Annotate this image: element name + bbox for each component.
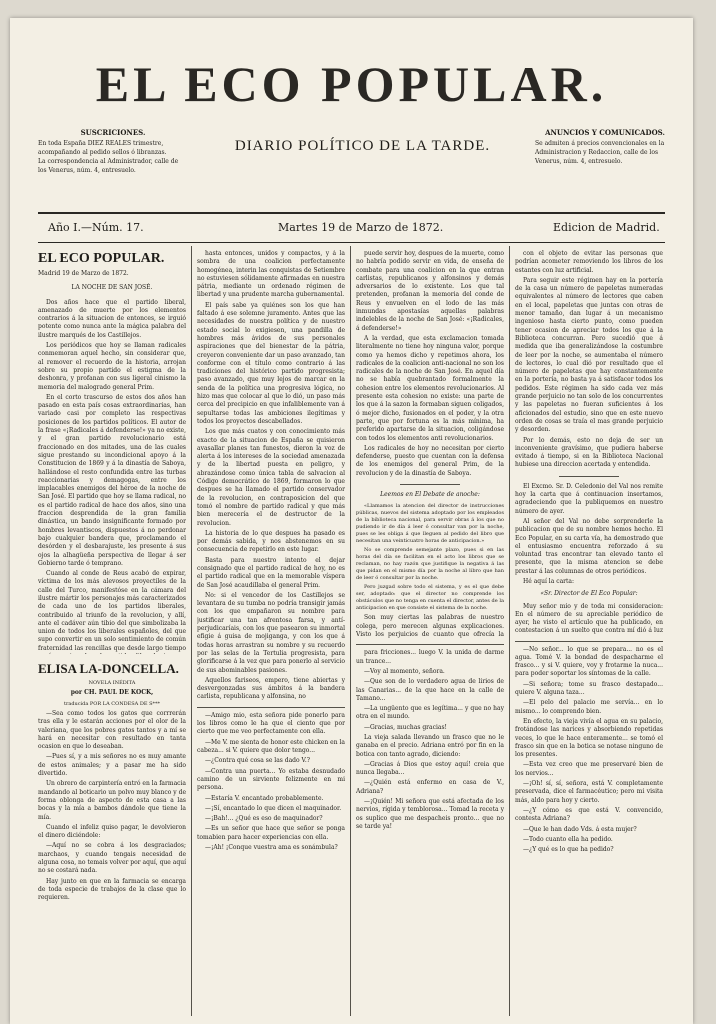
feuilleton-paragraph: —Me V. me sienta de honor este chicken en la cabeza... si V. quiere que dolor tengo... <box>197 738 345 755</box>
editorial-paper-name: EL ECO POPULAR. <box>38 251 165 266</box>
paragraph: puede servir hoy, despues de la muerte, como no habría podido servir en vida, de enseña de combate para una coalicion en la que entran carlistas, republicanos y alfonsinos y demás adversarios de lo existente. Los que tal pretenden, profanan la memoria del conde de Reus y envuelven en el lodo de las más inmundas apostasías aquellas palabras indelebles de la noche de San José: «¡Radicales, á defenderse!» <box>356 250 504 332</box>
feuilleton-paragraph: —¿Y qué es lo que ha pedido? <box>523 846 614 854</box>
feuilleton-paragraph: —Gracias, muchas gracias! <box>364 723 447 731</box>
paragraph: El Excmo. Sr. D. Celedonio del Val nos remite hoy la carta que á continuacion insertamos, agradeciendo que la publiquemos en nuestro número de ayer. <box>515 482 663 515</box>
paragraph: Los radicales de hoy no necesitan por cierto defenderse, puesto que cuentan con la defensa de los enemigos del general Prim, de la revolucion y de la dinastía de Saboya. <box>356 444 504 477</box>
paragraph: Por lo demás, esto no deja de ser un inconveniente gravísimo, que pudiera haberse evitado á tiempo, si en la Biblioteca Nacional hubiese una direccion acertada y entendida. <box>515 436 663 469</box>
feuilleton-paragraph: —¡Sí, encantado lo que dicen el maquinador. <box>205 804 342 812</box>
paragraph: Los periódicos que hoy se llaman radicales conmemoran aquel hecho, sin considerar que, al remover el recuerdo de la historia, arrojan sobre su propio partido el estigma de la deshonra, y profanan con sus ligeral cinismo la memoria del malogrado general Prim. <box>38 342 186 391</box>
feuilleton-subtitle: NOVELA INÉDITA <box>88 680 136 687</box>
section-rule <box>559 476 619 477</box>
dateline-bottom-rule <box>38 242 665 243</box>
quote-intro: Leemos en El Debate de anoche: <box>380 491 480 499</box>
feuilleton-paragraph: En efecto, la vieja vivía el agua en su palacio, frotándose las narices y absorbiendo repetidas veces, lo que le hace enteramente... se tomó el frasco sin que en la botica se notase ninguno de los presentes. <box>515 717 663 759</box>
edition-label: Edicion de Madrid. <box>553 221 660 234</box>
feuilleton-paragraph: —El pelo del palacio me servía... en lo mismo... lo comprendo bien. <box>515 699 663 715</box>
dateline <box>38 216 665 240</box>
ads-line1: Se admiten á precios convencionales en la Administracion y Redaccion, calle de los Venerus, núm. 4, entresuelo. <box>535 140 665 165</box>
feuilleton-paragraph: —Voy al momento, señora. <box>364 667 445 675</box>
paragraph: No: si el vencedor de los Castillejos se levantara de su tumba no podría transigir jamás con los que empañaron su nombre para justificar una tan afrentosa farsa, y antí-perjudicaríais, con los que pasearon su inmortal efigie á guisa de mojiganga, y con los que á todas horas arrastran su nombre y su recuerdo por las selas de la Tertulia progresista, para glorificarse á la vez que para ponerlo al servicio de sus abominables pasiones. <box>197 591 345 674</box>
feuilleton-paragraph: —Que son de lo verdadero agua de lirios de las Canarias... de la que hace en la calle de Tamano... <box>356 678 504 702</box>
paragraph: Los que más cuatos y con conocimiento más exacto de la situacion de España se quisieron avasallar planes tan funestos, dieron la voz de alerta á los intereses de la sociedad amenazada y de la libertad puesta en peligro, y abrazándose como única tabla de salvacion al Código democrático de 1869, formaron lo que despues se ha llamado el partido conservador de la revolucion, en contraposicion del que tomó el nombre de partido radical y que más bien merecería el de destructor de la revolucion. <box>197 428 345 527</box>
feuilleton-paragraph: —Esta vez creo que me preservaré bien de los nervios... <box>515 761 663 777</box>
column-2 <box>197 250 345 1020</box>
feuilleton-title: ELISA LA-DONCELLA. <box>38 661 179 677</box>
feuilleton-author: por CH. PAUL DE KOCK, <box>70 689 154 697</box>
subscriptions-line2: La correspondencia al Administrador, calle de los Venerus, núm. 4, entresuelo. <box>38 158 179 174</box>
masthead-title: EL ECO POPULAR. <box>95 56 608 112</box>
letter-salutation: «Sr. Director de El Eco Popular: <box>540 590 638 598</box>
paragraph: En el corto trascurso de estos dos años han pasado en esta país cosas extraordinarias, han variado casi por completo las respectivas posiciones de los partidos políticos. El autor de la frase «¡Radicales á defenderse!» ya no existe, y el gran partido revolucionario está fraccionado en dos mitades, una de las cuales sigue prestando su incondicional apoyo á la Constitucion de 1869 y á la dinastía de Saboya, hallándose el resto confundida entre las turbas reaccionarias y demagogas, entre los implacables enemigos del héroe de la noche de San José. El partido que hoy se llama radical, no es el partido radical de hace dos años, sino una fraccion desprendida de la gran familia dinástica, un bando insignificante formado por hombres levantiscos, dispuestos á no perdonar bajo cualquier bandera que, proclamando el desórden y el desbarajuste, les presente á sus ojos la alhagüeña perspectiva de llegar á ser Gobierno tarde ó temprano. <box>38 393 186 567</box>
paragraph: con el objeto de evitar las personas que podrían acometer removiendo los libros de los estantes con luz artificial. <box>515 250 663 274</box>
ads-heading: ANUNCIOS Y COMUNICADOS. <box>545 128 665 137</box>
newspaper-page <box>10 18 693 1024</box>
column-divider-1 <box>191 246 192 1016</box>
feuilleton-paragraph: —Es un señor que hace que señor se ponga tomabien para hacer experiencias con ella. <box>197 825 345 841</box>
paragraph: A la verdad, que esta exclamacion tomada literalmente no tiene hoy ninguna valor, porque como ya hemos dicho y repetimos ahora, los radicales de la coalicion anti-nacional no son los radicales de la noche de San José. En aquel día no se había quebrantado formalmente la cohesion entre los elementos revolucionarios. Al presente esta cohesion no existe: una parte de los que á la sazon la formaban siguen coligados, ó mejor dicho, fusionados en el poder, y la otra parte, que por fortuna es la más mínima, ha preferido apartarse de la situacion, coligándose con todos los elementos anti revolucionarios. <box>356 334 504 442</box>
letter-paragraph: Muy señor mío y de toda mi consideracion: En el número de su apreciable periódico de ayer, he visto el artículo que ha publicado, en contestacion á un suelto que contra mí dió á luz <box>515 602 663 635</box>
feuilleton-translator: traducida POR LA CONDESA DE S*** <box>63 700 161 707</box>
feuilleton-paragraph: —¡Quién! Mi señora que está afectada de los nervios, rígida y temblorosa... Tomad la receta y os suplico que me despacheis pronto... que no se tarde ya! <box>356 798 504 830</box>
issue-date: Martes 19 de Marzo de 1872. <box>278 221 444 234</box>
feuilleton-rule <box>197 707 345 708</box>
feuilleton-paragraph: —Amigo mio, esta señora pide ponerlo para los libros como le ha que el ciento que por cierto que me veo perfectamente con ella. <box>197 711 345 736</box>
column-divider-2 <box>350 246 351 1016</box>
feuilleton-paragraph: Cuando el infeliz quiso pagar, le devolvieron el dinero diciéndole: <box>38 823 186 840</box>
subscriptions-box <box>38 128 188 175</box>
feuilleton-paragraph: —Estaría V. encantado probablemente. <box>205 794 324 802</box>
editorial-section-title: LA NOCHE DE SAN JOSÉ. <box>71 284 153 292</box>
feuilleton-paragraph: —Todo cuanto ella ha pedido. <box>523 835 613 843</box>
paragraph: Aquellos fariseos, empero, tiene abiertas y desvergonzadas sus ámbitos á la bandera carlista, republicana y alfonsina, no <box>197 676 345 701</box>
feuilleton-paragraph: para fricciones... luego V. la unida de darme un trance... <box>356 649 504 665</box>
subscriptions-line1: En toda España DIEZ REALES trimestre, acompañando al pedido sellos ó libranzas. <box>38 140 167 156</box>
editorial-place-date: Madrid 19 de Marzo de 1872. <box>38 270 129 277</box>
feuilleton-paragraph: La vieja salada llevando un frasco que no le ganaba en el precio. Adriana entró por fin en la botica con tanto agrado, diciendo: <box>356 733 504 758</box>
feuilleton-paragraph: Un obrero de carpintería entró en la farmacia mandando al boticario un polvo muy blanco y de forma oblonga de aspecto de esta casa a las bocas y la mía a bambos dándole que tiene la mía. <box>38 780 186 821</box>
feuilleton-paragraph: —No señor... lo que se prepara... no es el agua. Tomé V. la bondad de despacharme el frasco... y si V. quiere, voy y frotarme la nuca... para poder soportar los síntomas de la calle. <box>515 645 663 678</box>
column-1 <box>38 250 186 1020</box>
section-rule <box>400 484 460 485</box>
feuilleton-paragraph: —¡Oh! sí, sí, señora, está V. completamente preservada, dice el farmacéutico; pero mi visita más, aldo para hoy y cierto. <box>515 780 663 804</box>
column-4 <box>515 250 663 1020</box>
quoted-paragraph: «Llamamos la atencion del director de instrucciones públicas, nuevos del sistema adoptado por los empleados de la biblioteca nacional, para servir obras á los que no pudiendo ir de día á leer ó consultar van por la noche, pues se les obliga á que lleguen al pedido del libro que necesitan una veinticuatro horas de anticipacion.» <box>356 503 504 545</box>
feuilleton-paragraph: —¡Bah!... ¿Qué es eso de maquinador? <box>205 815 323 823</box>
paragraph: Basta para nuestro intento el dejar consignado que el partido radical de hoy, no es el partido radical que en la memorable víspera de San José acaudillaba el general Prim. <box>197 556 345 589</box>
feuilleton-paragraph: —Contra una puerta... Yo estaba desnudado camino de un sirviente felizmente en mi persona. <box>197 767 345 792</box>
feuilleton-paragraph: Hay junto en que en la farmacia se encarga de toda especie de trabajos de la clase que lo requieren. <box>38 877 186 902</box>
feuilleton-paragraph: —Que le han dado Vds. á esta mujer? <box>523 825 637 833</box>
paragraph: Para seguir este régimen hay en la portería de la casa un número de papeletas numeradas equivalentes al número de lectores que caben en el local, papeletas que juntas con otras de menor tamaño, dan lugar á un mecanismo ingenioso hasta cierto punto, como pueden tener ocasion de apreciar todos los que á la Biblioteca concurran. Pero sucedió que á medida que iba generalizándose la costumbre de leer por la noche, se aumentaba el número de lectores, lo cual dió por resultado que el número de papeletas que hay constantemente en la portería, no basta ya á satisfacer todos los pedidos. Este régimen ha sido cada vez más grande perjuicio no tan solo de los concurrentes y las papeletas no fueran suficientes á los aficionados del estudio, sino que en este nuevo orden de cosas se traía el mas grande perjuicio y desorden. <box>515 276 663 434</box>
column-divider-3 <box>509 246 510 1016</box>
paragraph: Dos años hace que el partido liberal, amenazado de muerte por los elementos contrarios á la situacion de entonces, se irguió potente como nunca ante la mágica palabra del ilustre marqués de los Castillejos. <box>38 298 186 339</box>
paragraph: hasta entonces, unidos y compactos, y á la sombra de una coalicion perfectamente homogénea, interin las conquistas de Setiembre no estuviesen sólidamente afirmadas en nuestra pátria, mediante un ordenado régimen de libertad y una prudente marcha gubernamental. <box>197 250 345 299</box>
feuilleton-paragraph: —Sea como todos los gatos que corrrerán tras ella y le estarán acciones por el olor de la valeriana, que los pobres gatos tantos y a mí se hará en necesitar con resultado en tanta ocasion en que lo deseaban. <box>38 709 186 751</box>
feuilleton-rule <box>515 641 663 642</box>
feuilleton-rule <box>356 644 504 645</box>
quoted-paragraph: No se comprende semejante plazo, pues si en las horas del día se facilitan en el acto los libros que se reclaman, no hay razón que justifique la negativa á las que pidan en el mismo día por la noche al libro que han de leer ó consultar por la noche. <box>356 547 504 582</box>
feuilleton-paragraph: —¿Contra qué cosa se las dado V.? <box>205 757 310 765</box>
feuilleton-paragraph: —¿Quién está enfermo en casa de V., Adriana? <box>356 779 504 795</box>
column-3 <box>356 250 504 1020</box>
paragraph: Hé aquí la carta: <box>523 577 575 585</box>
feuilleton-paragraph: —¡Ah! ¡Conque vuestra ama es sonámbula? <box>205 844 338 851</box>
quoted-paragraph: Pero juzgad sobre todo el sistema, y es el que debe ser, adoptado: que el director no comprende los obstáculos que no tenga en cuenta el director, antes de la anticipacion en que consiste el sistema de la noche. <box>356 584 504 612</box>
feuilleton-paragraph: —Pues sí, y a mis señores no es muy amante de estos animales; y a pasar me ha sido divertido. <box>38 753 186 778</box>
feuilleton-paragraph: —¿Y cómo es que está V. convencido, contesta Adriana? <box>515 806 663 823</box>
ads-box <box>535 128 675 166</box>
feuilleton-paragraph: —Gracias á Dios que estoy aquí! creia que nunca llegaba... <box>356 760 504 777</box>
paragraph: Al señor del Val no debe sorprenderle la publicacion que de su nombre hemos hecho. El Eco Popular, en su carta vía, ha demostrado que el entusiasmo encuentra reforzado á su voluntad tras encontrar tan elevado tanto el presente, que la misma atencion se debe prestar á las columnas de otros periódicos. <box>515 517 663 575</box>
paragraph: La historia de lo que despues ha pasado es por demás sabida, y nos abstenemos en su consecuencia de repetirlo en este lugar. <box>197 529 345 554</box>
paragraph: Son muy ciertas las palabras de nuestro colega, pero merecen algunas explicaciones. Visto los perjuicios de cuanto que ofrecía la <box>356 614 504 638</box>
paragraph: El país sabe ya quiénes son los que han faltado á ese solemne juramento. Antes que las necesidades de nuestra política y de nuestro estado social lo exigiesen, una pandilla de hombres más ávidos de sus personales aspiraciones que del bienestar de la pátria, creyeron conveniente dar un paso avanzado, tan conforme con el título como contrario á las tradiciones del histórico partido progresista; paso avanzado, que muy lejos de marcar en la senda de la política una progresiva lógica, no hizo mas que colocar al que lo dió, un paso más cerca del precipicio en que infaliblemente van á sepultarse todas las ambiciones ilegítimas y todos los proyectos descabellados. <box>197 301 345 425</box>
issue-number: Año I.—Núm. 17. <box>48 221 144 234</box>
masthead-tagline: DIARIO POLÍTICO DE LA TARDE. <box>234 138 491 154</box>
feuilleton-paragraph: —Aquí no se cobra á los desgraciados; marchaos, y cuando tengais necesidad de alguna cosa, no temais volver por aquí, que aquí no se costará nada. <box>38 842 186 875</box>
paragraph: Cuando al conde de Reus acabó de expirar, víctima de los más alevosos proyectiles de la calle del Turco, manifestóse en la cámara del ilustre mártir los personajes más caracterizados de cada uno de los partidos liberales, contribuido al triunfo de la revolucion, y allí, ante el cadáver aún tibio del que simbolizaba la union de todos los liberales españoles, del que supo convertir en un solo sentimiento de común fraternidad las rencillas que desde largo tiempo <box>38 570 186 652</box>
feuilleton-paragraph: —La ungüento que es legítima... y que no hay otra en el mundo. <box>356 705 504 721</box>
subscriptions-heading: SUSCRICIONES. <box>80 128 146 137</box>
feuilleton-paragraph: —Si señora; tome su frasco destapado... quiere V. alguna taza... <box>515 680 663 697</box>
dateline-top-rule <box>38 212 665 214</box>
